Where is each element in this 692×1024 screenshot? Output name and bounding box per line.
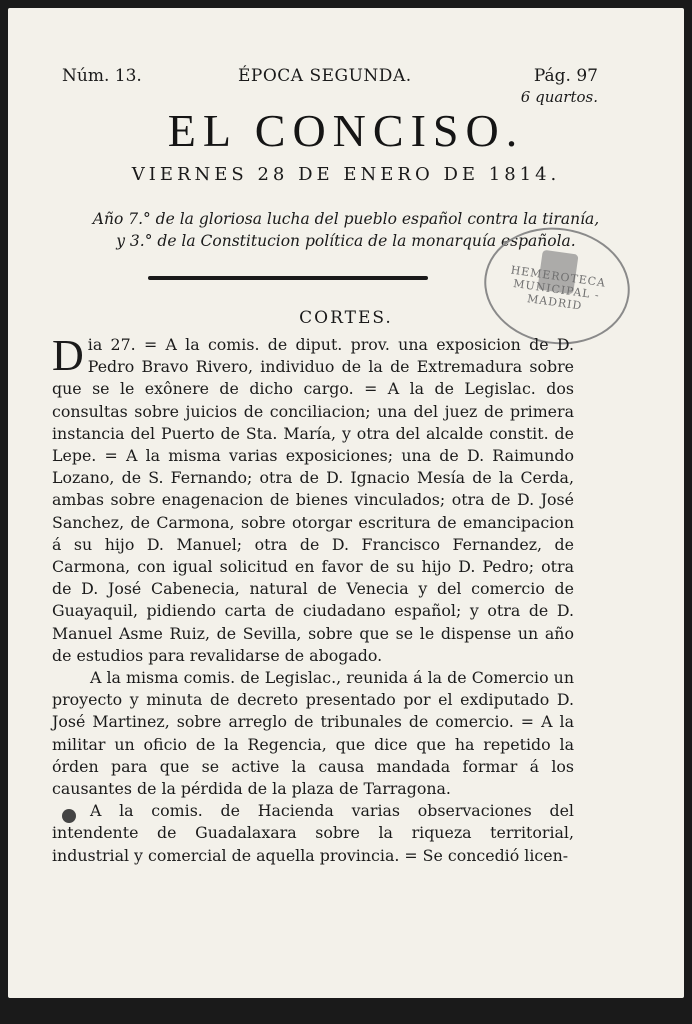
- section-divider: [148, 276, 428, 280]
- epoch-label: ÉPOCA SEGUNDA.: [238, 66, 412, 86]
- article-paragraph: [52, 331, 574, 667]
- paragraph-text: ia 27. = A la comis. de diput. prov. una exposicion de D. Pedro Bravo Rivero, individuo de la de Extremadura sobre que se le exônere de dicho cargo. = A la de Legislac. dos consultas sobre juicios de conciliacion; una del juez de primera instancia del Puerto de Sta. María, y otra del alcalde constit. de Lepe. = A la misma varias exposiciones; una de D. Raimundo Lozano, de S. Fernando; otra de D. Ignacio Mesía de la Cerda, ambas sobre enagenacion de bienes vinculados; otra de D. José Sanchez, de Carmona, sobre otorgar escritura de emancipacion á su hijo D. Manuel; otra de D. Francisco Fernandez, de Carmona, con igual solicitud en favor de su hijo D. Pedro; otra de D. José Cabenecia, natural de Venecia y del comercio de Guayaquil, pidiendo carta de ciudadano español; y otra de D. Manuel Asme Ruiz, de Sevilla, sobre que se le dispense un año de estudios para revalidarse de abogado.: [52, 335, 574, 665]
- newspaper-page: [8, 8, 684, 998]
- issue-number: Núm. 13.: [62, 66, 142, 86]
- stamp-text: HEMEROTECA MUNICIPAL - MADRID: [509, 263, 607, 313]
- article-body: [52, 331, 574, 867]
- page-number: Pág. 97: [533, 66, 598, 86]
- article-paragraph: A la comis. de Hacienda varias observaciones del intendente de Guadalaxara sobre la riqueza territorial, industrial y comercial de aquella provincia. = Se concedió licen-: [52, 801, 574, 865]
- issue-date: VIERNES 28 DE ENERO DE 1814.: [131, 164, 561, 185]
- masthead-title: EL CONCISO.: [167, 105, 525, 156]
- motto-line-1: Año 7.° de la gloriosa lucha del pueblo español contra la tiranía,: [92, 210, 600, 228]
- article-paragraph: A la misma comis. de Legislac., reunida á la de Comercio un proyecto y minuta de decreto presentado por el exdiputado D. José Martinez, sobre arreglo de tribunales de comercio. = A la militar un oficio de la Regencia, que dice que ha repetido la órden para que se active la causa mandada formar á los causantes de la pérdida de la plaza de Tarragona.: [52, 668, 574, 799]
- motto-line-2: y 3.° de la Constitucion política de la monarquía española.: [116, 232, 576, 250]
- price-label: 6 quartos.: [520, 88, 598, 106]
- drop-cap: D: [52, 331, 84, 380]
- ink-blot: [62, 809, 76, 823]
- section-heading: CORTES.: [299, 308, 393, 328]
